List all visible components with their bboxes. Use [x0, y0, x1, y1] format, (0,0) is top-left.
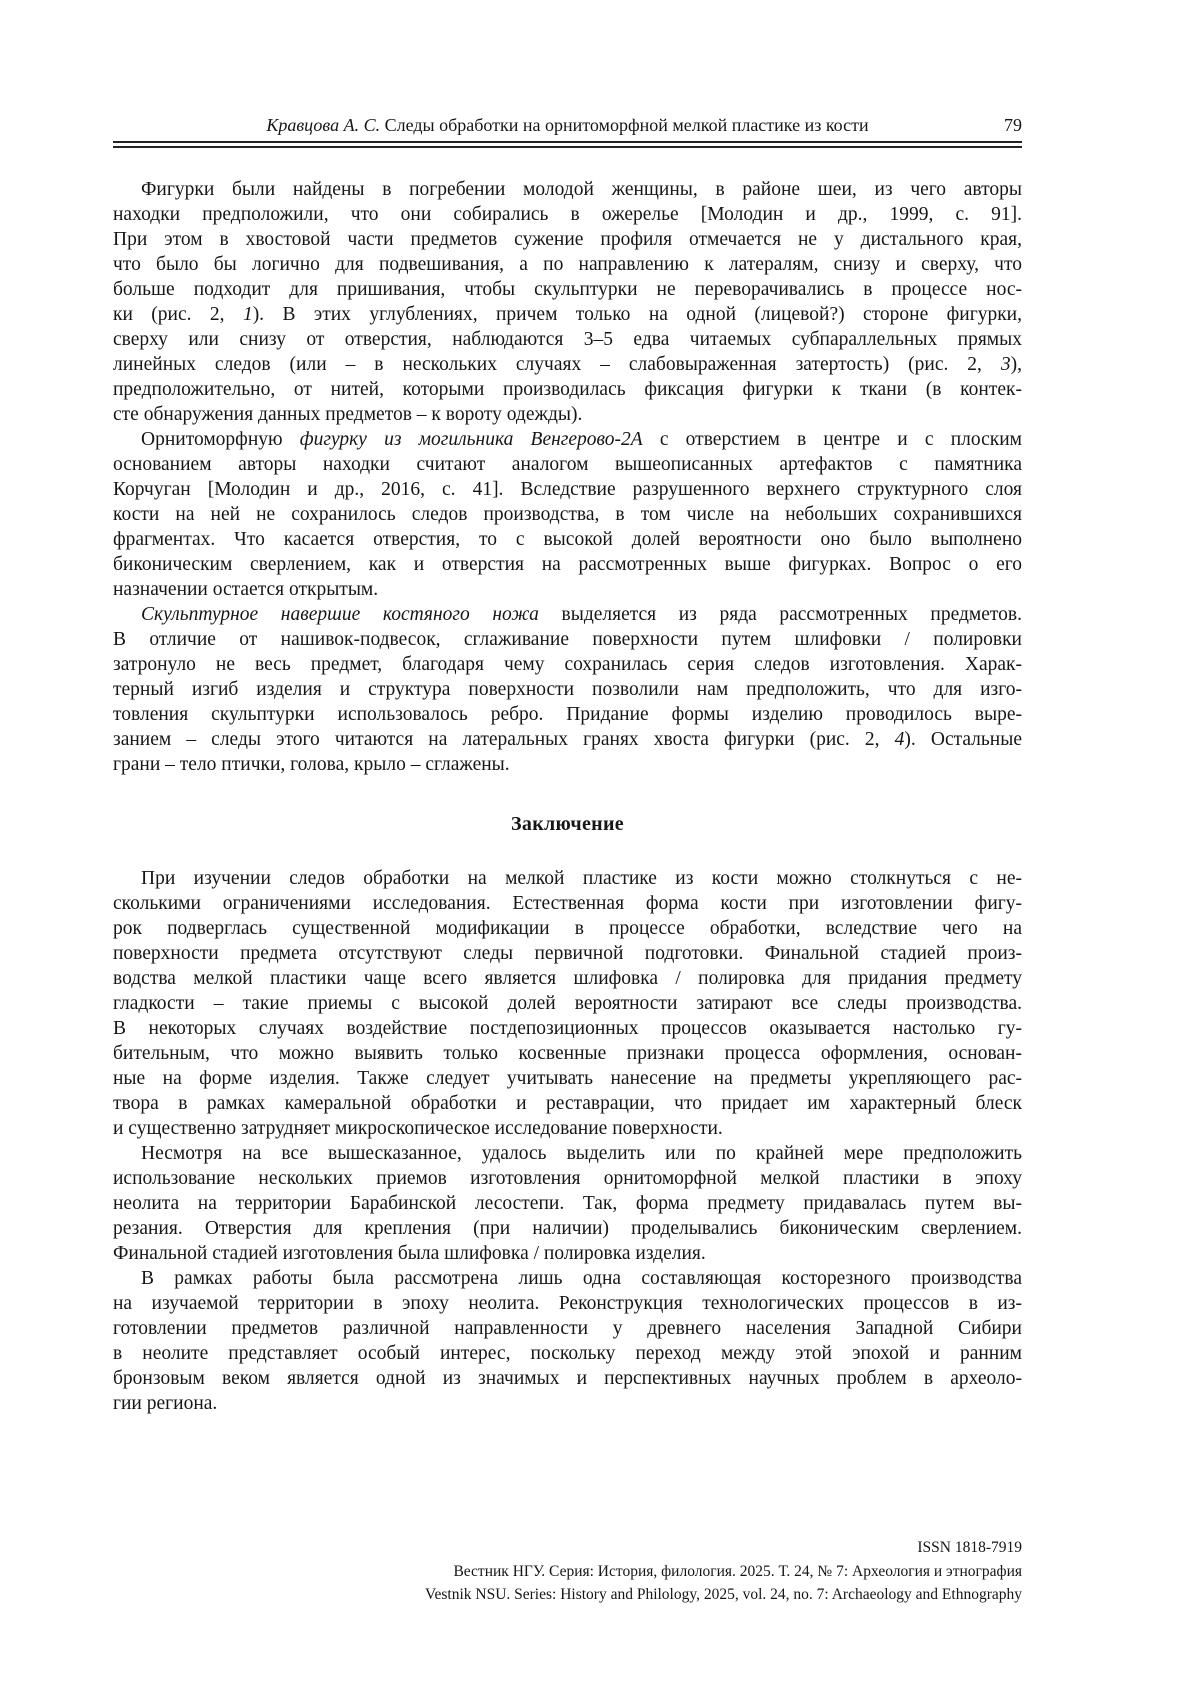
text-run: В отличие от нашивок-подвесок, сглаживание поверхности путем шлифовки / полировки — [113, 629, 1022, 650]
text-line — [113, 277, 1022, 302]
text-run: ), — [1010, 354, 1022, 375]
footer-journal-en: Vestnik NSU. Series: History and Philology, 2025, vol. 24, no. 7: Archaeology and Ethnography — [425, 1586, 1022, 1603]
text-run: сте обнаружения данных предметов – к вороту одежды). — [113, 404, 583, 425]
text-run: товления скульптурки использовалось ребро. Придание формы изделию проводилось выре- — [113, 704, 1022, 725]
text-run: кости на ней не сохранилось следов производства, в том числе на небольших сохранившихся — [113, 504, 1022, 525]
page-number: 79 — [1004, 115, 1022, 135]
text-line — [113, 377, 1022, 402]
text-run: рок подверглась существенной модификации в процессе обработки, вследствие чего на — [113, 918, 1022, 939]
text-run: затронуло не весь предмет, благодаря чему сохранилась серия следов изготовления. Харак- — [113, 654, 1022, 675]
text-line — [113, 1191, 1022, 1216]
text-line — [113, 1016, 1022, 1041]
text-run: занием – следы этого читаются на латеральных гранях хвоста фигурки (рис. 2, — [113, 729, 895, 750]
text-run: поверхности предмета отсутствуют следы первичной подготовки. Финальной стадией произ- — [113, 943, 1022, 964]
text-run: 4 — [894, 729, 905, 750]
text-line — [113, 1266, 1022, 1291]
text-run: основанием авторы находки считают аналогом вышеописанных артефактов с памятника — [113, 454, 1022, 475]
text-run: сверху или снизу от отверстия, наблюдаются 3–5 едва читаемых субпараллельных прямых — [113, 329, 1022, 350]
header-rule — [113, 141, 1022, 148]
text-line — [113, 177, 1022, 202]
text-line — [113, 1316, 1022, 1341]
text-run: бительным, что можно выявить только косвенные признаки процесса оформления, основан- — [113, 1043, 1022, 1064]
text-run: предположительно, от нитей, которыми производилась фиксация фигурки к ткани (в контек- — [113, 379, 1022, 400]
text-line — [113, 402, 1022, 427]
text-run: и существенно затрудняет микроскопическое исследование поверхности. — [113, 1118, 723, 1139]
text-line — [113, 1341, 1022, 1366]
text-run: ки (рис. 2, — [113, 304, 243, 325]
text-run: линейных следов (или – в нескольких случаях – слабовыраженная затертость) (рис. 2, — [113, 354, 1001, 375]
text-run: При изучении следов обработки на мелкой пластике из кости можно столкнуться с не- — [141, 868, 1022, 889]
running-head-text — [266, 115, 868, 135]
text-run: ные на форме изделия. Также следует учитывать нанесение на предметы укрепляющего рас- — [113, 1068, 1022, 1089]
text-run: фигурку из могильника Венгерово-2А — [299, 429, 643, 450]
text-run: гии региона. — [113, 1393, 218, 1414]
text-line — [113, 752, 1022, 777]
text-run: Орнитоморфную — [141, 429, 300, 450]
text-run: выделяется из ряда рассмотренных предметов. — [538, 604, 1022, 625]
text-run: на изучаемой территории в эпоху неолита. Реконструкция технологических процессов в из- — [113, 1293, 1022, 1314]
text-line — [113, 252, 1022, 277]
paragraph-conclusion-scope — [113, 1266, 1022, 1416]
text-line — [113, 1116, 1022, 1141]
text-run: водства мелкой пластики чаще всего является шлифовка / полировка для придания предмету — [113, 968, 1022, 989]
text-line — [113, 1091, 1022, 1116]
text-run: резания. Отверстия для крепления (при наличии) проделывались биконическим сверлением. — [113, 1218, 1022, 1239]
paragraph-conclusion-techniques — [113, 1141, 1022, 1266]
text-run: гладкости – такие приемы с высокой долей вероятности затирают все следы производства. — [113, 993, 1022, 1014]
footer-issn: ISSN 1818-7919 — [917, 1539, 1022, 1556]
text-run: Несмотря на все вышесказанное, удалось выделить или по крайней мере предположить — [141, 1143, 1022, 1164]
text-run: больше подходит для пришивания, чтобы скульптурки не переворачивались в процессе нос- — [113, 279, 1022, 300]
text-line — [113, 652, 1022, 677]
text-line — [113, 727, 1022, 752]
page-footer — [113, 1536, 1022, 1607]
footer-journal-ru: Вестник НГУ. Серия: История, филология. 2025. Т. 24, № 7: Археология и этнография — [453, 1562, 1022, 1580]
text-run: с отверстием в центре и с плоским — [642, 429, 1022, 450]
text-run: грани – тело птички, голова, крыло – сглажены. — [113, 754, 510, 775]
text-run: находки предположили, что они собирались в ожерелье [Молодин и др., 1999, с. 91]. — [113, 204, 1022, 225]
text-line — [113, 991, 1022, 1016]
page-content — [113, 0, 1022, 1697]
paragraph-conclusion-limitations — [113, 866, 1022, 1141]
text-line — [113, 452, 1022, 477]
text-line — [113, 702, 1022, 727]
text-run: Скульптурное навершие костяного ножа — [141, 604, 539, 625]
text-line — [113, 227, 1022, 252]
text-line — [113, 891, 1022, 916]
text-run: 1 — [242, 304, 253, 325]
text-line — [113, 916, 1022, 941]
text-line — [113, 866, 1022, 891]
text-line — [113, 1066, 1022, 1091]
text-run: в неолите представляет особый интерес, поскольку переход между этой эпохой и ранним — [113, 1343, 1022, 1364]
text-run: Корчуган [Молодин и др., 2016, с. 41]. Вследствие разрушенного верхнего структурного слоя — [113, 479, 1022, 500]
running-head-author: Кравцова А. С. — [266, 115, 381, 135]
text-line — [113, 1216, 1022, 1241]
text-line — [113, 327, 1022, 352]
text-line — [113, 1391, 1022, 1416]
text-line — [113, 527, 1022, 552]
text-run: сколькими ограничениями исследования. Естественная форма кости при изготовлении фигу- — [113, 893, 1022, 914]
text-line — [113, 352, 1022, 377]
text-line — [113, 941, 1022, 966]
text-line — [113, 677, 1022, 702]
text-line — [113, 427, 1022, 452]
text-run: ). Остальные — [904, 729, 1022, 750]
text-run: Финальной стадией изготовления была шлифовка / полировка изделия. — [113, 1243, 706, 1264]
text-line — [113, 602, 1022, 627]
text-run: фрагментах. Что касается отверстия, то с высокой долей вероятности оно было выполнено — [113, 529, 1022, 550]
text-line — [113, 1166, 1022, 1191]
text-run: терный изгиб изделия и структура поверхности позволили нам предположить, что для изго- — [113, 679, 1022, 700]
text-run: При этом в хвостовой части предметов сужение профиля отмечается не у дистального края, — [113, 229, 1022, 250]
text-run: назначении остается открытым. — [113, 579, 379, 600]
text-run: бронзовым веком является одной из значимых и перспективных научных проблем в археоло- — [113, 1368, 1022, 1389]
text-line — [113, 966, 1022, 991]
text-run: что было бы логично для подвешивания, а по направлению к латералям, снизу и сверху, что — [113, 254, 1022, 275]
paragraph-figurines-burial — [113, 177, 1022, 427]
text-line — [113, 1041, 1022, 1066]
text-line — [113, 1291, 1022, 1316]
text-line — [113, 477, 1022, 502]
text-run: 3 — [1000, 354, 1011, 375]
text-run: биконическим сверлением, как и отверстия на рассмотренных выше фигурках. Вопрос о его — [113, 554, 1022, 575]
text-line — [113, 577, 1022, 602]
paragraph-vengerovo-figurine — [113, 427, 1022, 602]
text-line — [113, 552, 1022, 577]
running-head-title: Следы обработки на орнитоморфной мелкой пластике из кости — [384, 115, 869, 135]
text-run: готовлении предметов различной направленности у древнего населения Западной Сибири — [113, 1318, 1022, 1339]
text-line — [113, 302, 1022, 327]
text-line — [113, 627, 1022, 652]
text-run: использование нескольких приемов изготовления орнитоморфной мелкой пластики в эпоху — [113, 1168, 1022, 1189]
article-body — [113, 177, 1022, 1416]
text-line — [113, 202, 1022, 227]
paragraph-knife-pommel — [113, 602, 1022, 777]
running-head — [113, 114, 1022, 136]
section-heading-conclusion: Заключение — [511, 813, 624, 835]
text-run: Фигурки были найдены в погребении молодой женщины, в районе шеи, из чего авторы — [141, 179, 1022, 200]
text-line — [113, 1366, 1022, 1391]
text-run: твора в рамках камеральной обработки и реставрации, что придает им характерный блеск — [113, 1093, 1022, 1114]
text-run: неолита на территории Барабинской лесостепи. Так, форма предмету придавалась путем вы- — [113, 1193, 1022, 1214]
text-line — [113, 1141, 1022, 1166]
text-run: ). В этих углублениях, причем только на одной (лицевой?) стороне фигурки, — [252, 304, 1022, 325]
text-line — [113, 1241, 1022, 1266]
text-run: В некоторых случаях воздействие постдепозиционных процессов оказывается настолько гу- — [113, 1018, 1022, 1039]
text-line — [113, 502, 1022, 527]
text-run: В рамках работы была рассмотрена лишь одна составляющая косторезного производства — [141, 1268, 1022, 1289]
